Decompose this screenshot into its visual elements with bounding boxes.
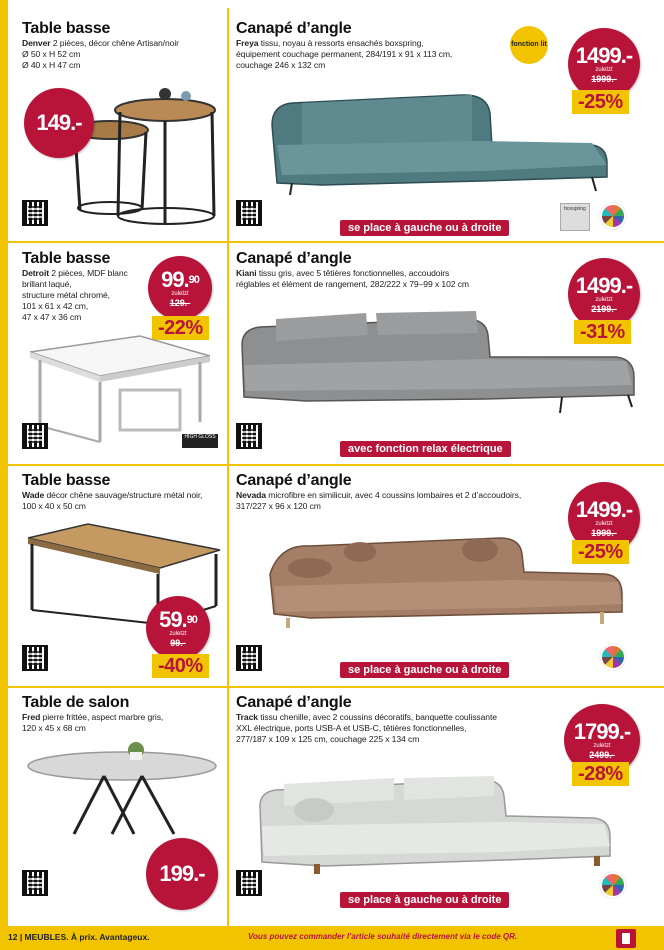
corner-sofa-teal-image (262, 85, 612, 197)
product-denver (22, 20, 222, 71)
product-detroit: Table basse Detroit 2 pièces, MDF blanc brillant laqué, structure métal chromé, 101 x 61 x 42 cm, 47 x 47 x 36 cm (22, 250, 222, 323)
price: 149.- (36, 110, 82, 135)
price: 99.90 (161, 266, 199, 292)
price: 1799.- (573, 718, 631, 744)
qr-code[interactable] (236, 423, 262, 449)
product-desc: équipement couchage permanent, 284/191 x 91 x 113 cm, (236, 49, 453, 59)
prior-price: 129.- (169, 297, 191, 308)
price-badge: 1499.- zuletzt 2199.- (568, 258, 640, 330)
product-fred: Table de salon Fred pierre frittée, aspect marbre gris, 120 x 45 x 68 cm (22, 694, 222, 734)
qr-code[interactable] (236, 200, 262, 226)
product-name: Kiani (236, 268, 257, 278)
product-name: Wade (22, 490, 45, 500)
product-title: Table basse (22, 250, 111, 267)
prior-price: 1999.- (591, 73, 617, 84)
discount-badge: -22% (152, 316, 209, 340)
footer-page-label: 12 | MEUBLES. À prix. Avantageux. (8, 932, 150, 942)
product-title: Canapé d’angle (236, 694, 352, 711)
left-yellow-strip (0, 0, 8, 950)
row-divider (8, 241, 664, 243)
product-name: Detroit (22, 268, 49, 278)
fonction-lit-badge: fonction lit (510, 26, 548, 64)
discount-badge: -40% (152, 654, 209, 678)
prior-price: 2499.- (589, 749, 615, 760)
product-nevada: Canapé d’angle Nevada microfibre en similicuir, avec 4 coussins lombaires et 2 d’accoudoirs, 317/227 x 96 x 120 cm (236, 472, 566, 512)
price: 1499.- (575, 496, 633, 522)
qr-code[interactable] (22, 200, 48, 226)
qr-code[interactable] (236, 645, 262, 671)
qr-code[interactable] (236, 870, 262, 896)
prior-price: 99.- (170, 637, 186, 648)
qr-code[interactable] (22, 645, 48, 671)
marble-table-image (24, 738, 220, 838)
product-freya: Canapé d’angle Freya tissu, noyau à ressorts ensachés boxspring, équipement couchage permanent, 284/191 x 91 x 113 cm, couchage 246 x 132 cm (236, 20, 566, 71)
product-desc: structure métal chromé, (22, 290, 110, 300)
glossy-tables-image (20, 330, 220, 450)
product-desc: Denver 2 pièces, décor chêne Artisan/noir (22, 38, 179, 48)
product-desc: 101 x 61 x 42 cm, (22, 301, 89, 311)
color-swatch-icon (600, 872, 626, 898)
product-title: Canapé d’angle (236, 20, 352, 37)
page-footer (0, 926, 664, 950)
price-badge: 1499.- zuletzt 1999.- (568, 28, 640, 100)
orientation-banner: se place à gauche ou à droite (340, 662, 509, 678)
row-divider (8, 464, 664, 466)
discount-badge: -25% (572, 90, 629, 114)
price-badge: 99.90 zuletzt 129.- (148, 256, 212, 320)
product-kiani: Canapé d’angle Kiani tissu gris, avec 5 têtières fonctionnelles, accoudoirs réglables et élément de rangement, 282/222 x 79–99 x 102 cm (236, 250, 566, 290)
product-title: Canapé d’angle (236, 250, 352, 267)
product-title: Table de salon (22, 694, 130, 711)
product-title: Table basse (22, 20, 111, 37)
product-track: Canapé d’angle Track tissu chenille, avec 2 coussins décoratifs, banquette coulissante XXL électrique, ports USB-A et USB-C, têtières fonctionnelles, 277/187 x 109 x 125 cm, couchage 225 x 134 cm (236, 694, 566, 745)
product-desc: couchage 246 x 132 cm (236, 60, 326, 70)
product-desc: 100 x 40 x 50 cm (22, 501, 86, 511)
product-name: Fred (22, 712, 41, 722)
orientation-banner: se place à gauche ou à droite (340, 892, 509, 908)
feature-banner: avec fonction relax électrique (340, 441, 511, 457)
product-title: Table basse (22, 472, 111, 489)
product-name: Denver (22, 38, 51, 48)
price-badge (146, 838, 218, 910)
price: 1499.- (575, 272, 633, 298)
color-swatch-icon (600, 203, 626, 229)
boxspring-icon: boxspring (560, 203, 590, 231)
discount-badge: -31% (574, 320, 631, 344)
qr-code[interactable] (22, 870, 48, 896)
price: 199.- (159, 861, 205, 886)
qr-code[interactable] (22, 423, 48, 449)
high-gloss-tag: HIGH GLOSS (182, 434, 218, 448)
color-swatch-icon (600, 644, 626, 670)
product-name: Freya (236, 38, 259, 48)
product-dim: Ø 50 x H 52 cm (22, 49, 81, 59)
product-desc: 120 x 45 x 68 cm (22, 723, 86, 733)
price: 1499.- (575, 42, 633, 68)
product-dim: Ø 40 x H 47 cm (22, 60, 81, 70)
row-divider (8, 686, 664, 688)
product-wade: Table basse Wade décor chêne sauvage/structure métal noir, 100 x 40 x 50 cm (22, 472, 222, 512)
orientation-banner: se place à gauche ou à droite (340, 220, 509, 236)
price-badge (24, 88, 94, 158)
column-divider (227, 8, 229, 926)
product-desc: XXL électrique, ports USB-A et USB-C, têtières fonctionnelles, (236, 723, 467, 733)
product-desc: réglables et élément de rangement, 282/222 x 79–99 x 102 cm (236, 279, 469, 289)
product-desc: brillant laqué, (22, 279, 72, 289)
price-badge: 1799.- zuletzt 2499.- (564, 704, 640, 776)
corner-sofa-light-image (254, 766, 614, 890)
product-desc: 277/187 x 109 x 125 cm, couchage 225 x 134 cm (236, 734, 420, 744)
price-badge: 1499.- zuletzt 1999.- (568, 482, 640, 554)
footer-qr-note: Vous pouvez commander l’article souhaité directement via le code QR. (248, 932, 518, 941)
price-badge: 59.90 zuletzt 99.- (146, 596, 210, 660)
product-desc: 317/227 x 96 x 120 cm (236, 501, 321, 511)
phone-icon (616, 929, 636, 948)
discount-badge: -25% (572, 540, 629, 564)
discount-badge: -28% (572, 762, 629, 786)
prior-price: 1999.- (591, 527, 617, 538)
product-desc: 47 x 47 x 36 cm (22, 312, 82, 322)
price: 59.90 (159, 606, 197, 632)
prior-price: 2199.- (591, 303, 617, 314)
nesting-tables-image (70, 88, 220, 230)
product-name: Track (236, 712, 258, 722)
product-title: Canapé d’angle (236, 472, 352, 489)
product-name: Nevada (236, 490, 266, 500)
